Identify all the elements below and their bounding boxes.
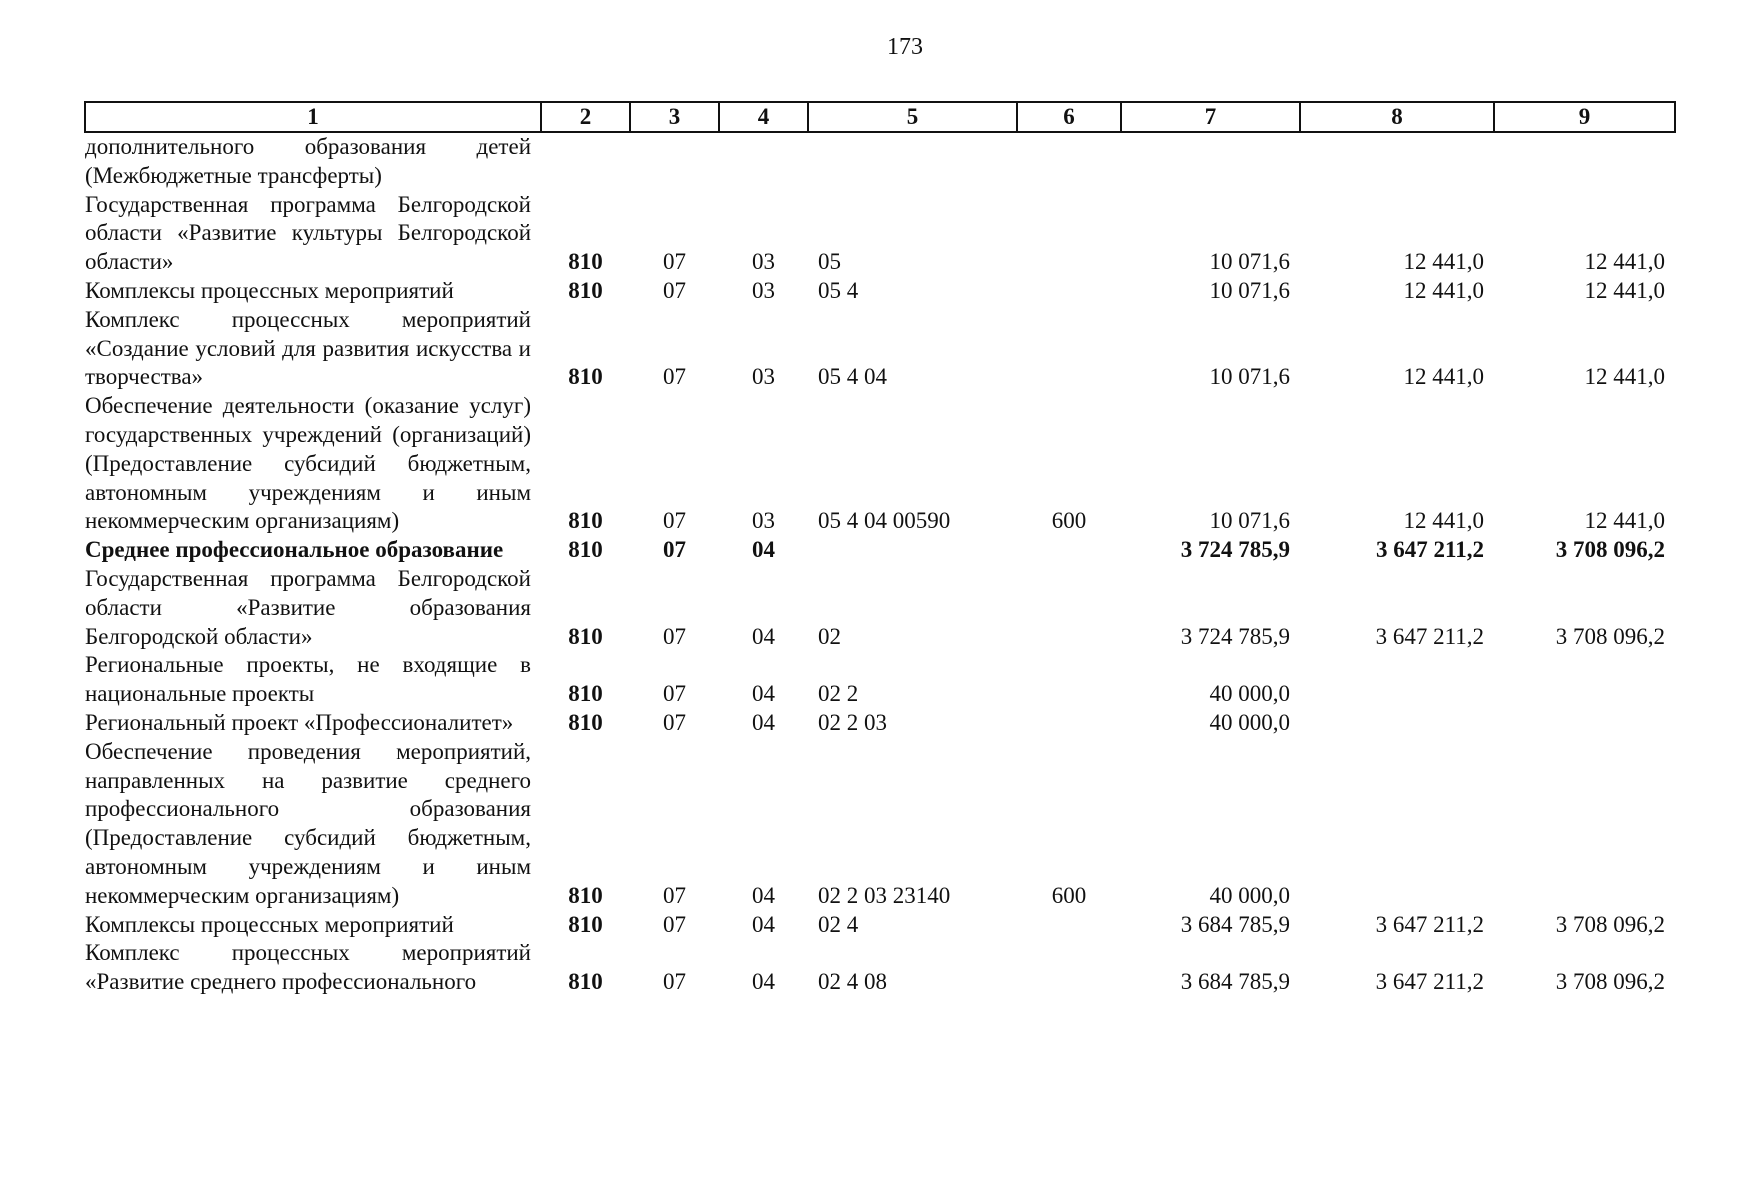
table-body — [85, 132, 1675, 997]
subsection-code — [719, 132, 808, 191]
amount-col-8: 3 647 211,2 — [1376, 537, 1484, 563]
amount-col-7: 40 000,0 — [1209, 709, 1290, 735]
target-article-code: 02 2 03 23140 — [818, 882, 951, 908]
amount-col-7: 10 071,6 — [1209, 249, 1290, 275]
section-code: 07 — [663, 882, 686, 908]
amount-col-8: 3 647 211,2 — [1375, 969, 1484, 995]
column-header-6: 6 — [1017, 102, 1121, 132]
row-name: Среднее профессиональное образование — [85, 537, 504, 563]
expense-type-code — [1017, 709, 1121, 738]
page-number: 173 — [887, 34, 923, 60]
ministry-code: 810 — [568, 277, 603, 303]
subsection-code: 04 — [752, 882, 775, 908]
expense-type-code — [1017, 191, 1121, 277]
table-row — [85, 651, 1675, 709]
target-article-code: 02 4 08 — [818, 969, 887, 995]
expense-type-code: 600 — [1051, 882, 1087, 908]
amount-col-8: 12 441,0 — [1403, 364, 1484, 390]
row-name: Комплексы процессных мероприятий — [85, 911, 454, 937]
row-name: Комплекс процессных мероприятий «Развитие среднего профессионального — [85, 940, 531, 995]
amount-col-7: 3 724 785,9 — [1180, 623, 1290, 649]
amount-col-8: 12 441,0 — [1403, 249, 1484, 275]
expense-type-code — [1017, 911, 1121, 940]
subsection-code: 04 — [752, 969, 775, 995]
section-code: 07 — [663, 249, 686, 275]
table-row — [85, 565, 1675, 651]
ministry-code: 810 — [568, 911, 603, 937]
subsection-code: 04 — [752, 911, 775, 937]
row-name: дополнительного образования детей (Межбюджетные трансферты) — [85, 134, 531, 188]
section-code — [630, 132, 719, 191]
subsection-code: 03 — [752, 364, 775, 390]
header-row — [85, 102, 1675, 132]
amount-col-9: 3 708 096,2 — [1555, 911, 1665, 937]
amount-col-9 — [1494, 709, 1675, 738]
target-article-code: 05 4 — [818, 277, 859, 303]
column-header-8: 8 — [1300, 102, 1494, 132]
amount-col-7: 10 071,6 — [1209, 277, 1290, 303]
column-header-1: 1 — [85, 102, 541, 132]
column-header-3: 3 — [630, 102, 719, 132]
target-article-code — [808, 132, 1017, 191]
table-row — [85, 738, 1675, 911]
column-header-7: 7 — [1121, 102, 1300, 132]
amount-col-9 — [1494, 132, 1675, 191]
ministry-code: 810 — [568, 681, 603, 707]
target-article-code: 02 2 03 — [818, 709, 887, 735]
expense-type-code — [1017, 306, 1121, 392]
table-row — [85, 939, 1675, 997]
amount-col-9: 12 441,0 — [1584, 249, 1665, 275]
amount-col-9: 3 708 096,2 — [1555, 969, 1665, 995]
amount-col-9 — [1494, 738, 1675, 911]
expense-type-code — [1017, 277, 1121, 306]
amount-col-8: 12 441,0 — [1403, 277, 1484, 303]
amount-col-7: 3 724 785,9 — [1180, 537, 1290, 563]
subsection-code: 04 — [752, 537, 775, 563]
amount-col-8 — [1300, 132, 1494, 191]
table-row — [85, 709, 1675, 738]
table-row — [85, 132, 1675, 191]
amount-col-8: 3 647 211,2 — [1375, 623, 1484, 649]
row-name: Обеспечение проведения мероприятий, направленных на развитие среднего профессионального образования (Предоставление субсидий бюджетным, автономным учреждениям и иным некоммерческим организациям) — [85, 738, 531, 908]
ministry-code: 810 — [568, 623, 603, 649]
amount-col-9: 3 708 096,2 — [1555, 623, 1665, 649]
expense-type-code — [1017, 132, 1121, 191]
subsection-code: 04 — [752, 681, 775, 707]
ministry-code: 810 — [568, 537, 603, 563]
amount-col-7: 3 684 785,9 — [1180, 969, 1290, 995]
row-name: Комплексы процессных мероприятий — [85, 277, 454, 303]
expense-type-code — [1017, 651, 1121, 709]
table-row — [85, 277, 1675, 306]
subsection-code: 03 — [752, 508, 775, 534]
amount-col-7: 10 071,6 — [1209, 508, 1290, 534]
ministry-code: 810 — [568, 508, 603, 534]
section-code: 07 — [663, 681, 686, 707]
ministry-code: 810 — [568, 709, 603, 735]
section-code: 07 — [663, 623, 686, 649]
column-header-2: 2 — [541, 102, 630, 132]
expense-type-code — [1017, 939, 1121, 997]
budget-table — [84, 101, 1676, 997]
subsection-code: 04 — [752, 623, 775, 649]
ministry-code: 810 — [568, 364, 603, 390]
target-article-code: 02 4 — [818, 911, 859, 937]
expense-type-code — [1017, 565, 1121, 651]
section-code: 07 — [663, 709, 686, 735]
column-header-4: 4 — [719, 102, 808, 132]
row-name: Государственная программа Белгородской области «Развитие культуры Белгородской области» — [85, 191, 531, 275]
amount-col-7: 40 000,0 — [1209, 681, 1290, 707]
amount-col-8 — [1300, 738, 1494, 911]
ministry-code: 810 — [568, 882, 603, 908]
expense-type-code — [1017, 536, 1121, 565]
row-name: Обеспечение деятельности (оказание услуг) государственных учреждений (организаций) (Предоставление субсидий бюджетным, автономным учреждениям и иным некоммерческим организациям) — [85, 393, 531, 534]
amount-col-7: 3 684 785,9 — [1180, 911, 1290, 937]
column-header-5: 5 — [808, 102, 1017, 132]
subsection-code: 03 — [752, 249, 775, 275]
amount-col-8 — [1300, 709, 1494, 738]
table-row — [85, 911, 1675, 940]
section-code: 07 — [663, 911, 686, 937]
section-code: 07 — [663, 508, 686, 534]
section-code: 07 — [663, 364, 686, 390]
amount-col-9: 12 441,0 — [1584, 364, 1665, 390]
table-row — [85, 191, 1675, 277]
ministry-code: 810 — [568, 249, 603, 275]
row-name: Региональные проекты, не входящие в национальные проекты — [85, 652, 531, 707]
column-header-9: 9 — [1494, 102, 1675, 132]
amount-col-7: 10 071,6 — [1209, 364, 1290, 390]
target-article-code: 05 4 04 00590 — [818, 508, 951, 534]
expense-type-code: 600 — [1051, 508, 1087, 534]
amount-col-8: 3 647 211,2 — [1375, 911, 1484, 937]
row-name: Комплекс процессных мероприятий «Создание условий для развития искусства и творчества» — [85, 306, 531, 390]
ministry-code: 810 — [568, 969, 603, 995]
target-article-code: 05 — [818, 249, 841, 275]
amount-col-8 — [1300, 651, 1494, 709]
amount-col-7: 40 000,0 — [1209, 882, 1290, 908]
section-code: 07 — [663, 277, 686, 303]
amount-col-8: 12 441,0 — [1403, 508, 1484, 534]
target-article-code: 05 4 04 — [818, 364, 887, 390]
amount-col-9: 12 441,0 — [1584, 277, 1665, 303]
section-code: 07 — [663, 969, 686, 995]
amount-col-7 — [1121, 132, 1300, 191]
target-article-code — [808, 536, 1017, 565]
table-row — [85, 306, 1675, 392]
amount-col-9: 3 708 096,2 — [1555, 537, 1665, 563]
subsection-code: 04 — [752, 709, 775, 735]
subsection-code: 03 — [752, 277, 775, 303]
table-row — [85, 536, 1675, 565]
target-article-code: 02 — [818, 623, 841, 649]
target-article-code: 02 2 — [818, 681, 859, 707]
amount-col-9: 12 441,0 — [1584, 508, 1665, 534]
section-code: 07 — [663, 537, 686, 563]
table-row — [85, 392, 1675, 536]
amount-col-9 — [1494, 651, 1675, 709]
row-name: Государственная программа Белгородской области «Развитие образования Белгородской области» — [85, 565, 531, 649]
ministry-code — [541, 132, 630, 191]
row-name: Региональный проект «Профессионалитет» — [85, 709, 514, 735]
